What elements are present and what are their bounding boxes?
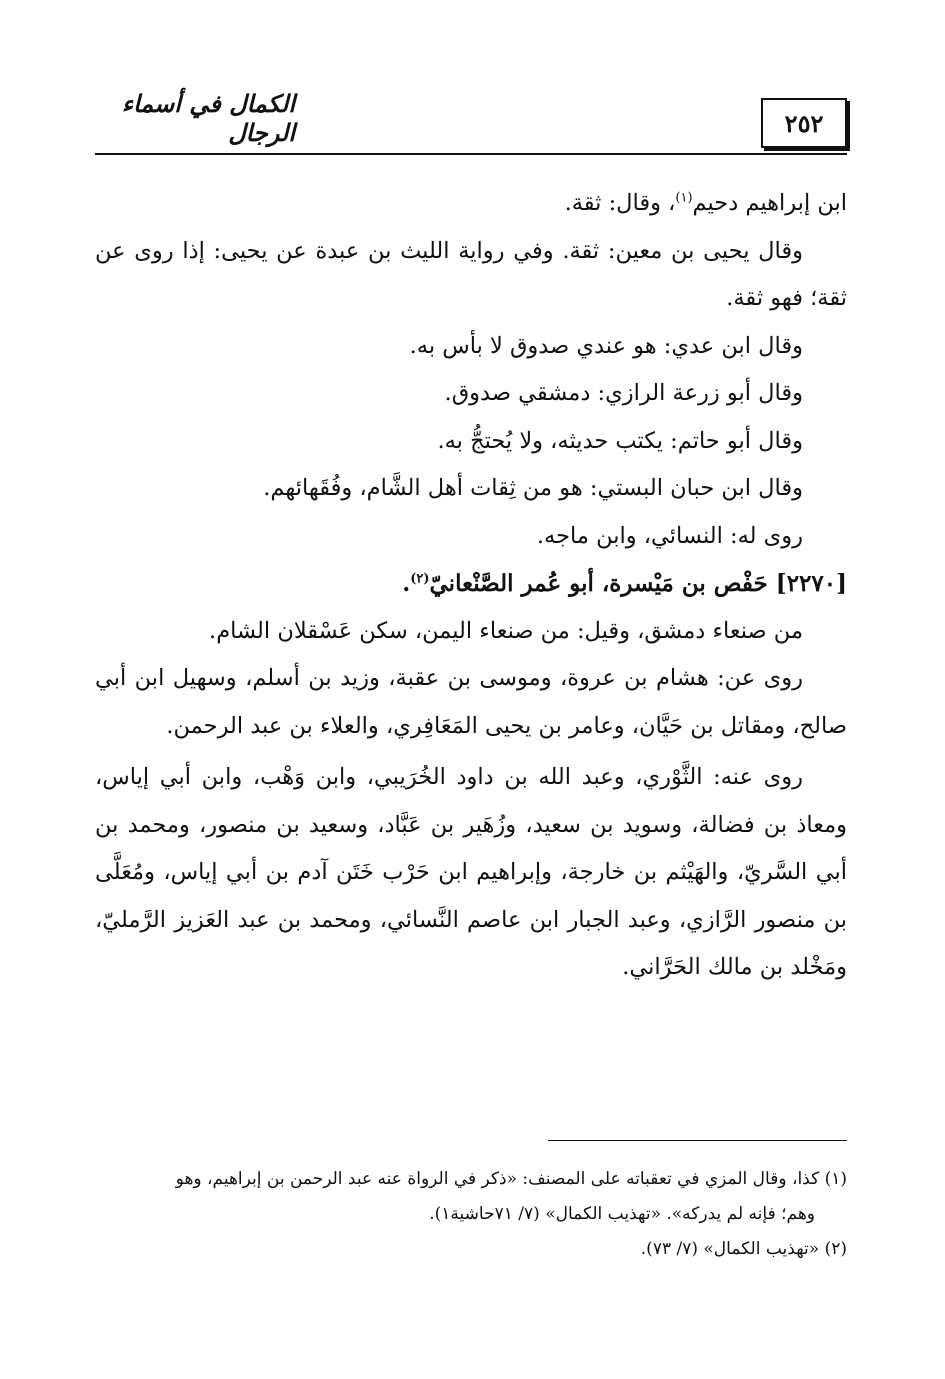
entry-name: حَفْص بن مَيْسرة، أبو عُمر الصَّنْعانيّ <box>429 570 768 597</box>
footnote-2: (٢) «تهذيب الكمال» (٧/ ٧٣). <box>640 1239 847 1259</box>
entry-number: [٢٢٧٠] <box>775 570 847 597</box>
footnote-marker: (١) <box>675 190 693 206</box>
main-text <box>95 180 847 992</box>
paragraph-ibn-hibban: وقال ابن حبان البستي: هو من ثِقات أهل الشَّام، وفُقَهائهم. <box>263 475 803 501</box>
paragraph-continuation <box>95 180 847 228</box>
paragraph-origin: من صنعاء دمشق، وقيل: من صنعاء اليمن، سكن عَسْقلان الشام. <box>209 617 803 644</box>
book-title: الكمال في أسماء الرجال <box>121 89 295 147</box>
page-number: ٢٥٢ <box>761 98 847 148</box>
paragraph-ibn-maeen: وقال يحيى بن معين: ثقة. وفي رواية الليث بن عبدة عن يحيى: إذا روى عن ثقة؛ فهو ثقة. <box>95 237 847 311</box>
paragraph-narrated-by: روى له: النسائي، وابن ماجه. <box>536 522 803 549</box>
paragraph-narrated-from: روى عن: هشام بن عروة، وموسى بن عقبة، وزيد بن أسلم، وسهيل ابن أبي صالح، ومقاتل بن حَيَّان، وعامر بن يحيى المَعَافِري، والعلاء بن عبد الرحمن. <box>95 665 847 739</box>
footnote-divider <box>548 1140 847 1141</box>
paragraph-ibn-adi: وقال ابن عدي: هو عندي صدوق لا بأس به. <box>409 332 803 359</box>
footnote-1: (١) كذا، وقال المزي في تعقباته على المصنف: «ذكر في الرواة عنه عبد الرحمن بن إبراهيم، وهو <box>175 1169 847 1189</box>
entry-heading: [٢٢٧٠] حَفْص بن مَيْسرة، أبو عُمر الصَّنْعانيّ$^{(٢)}$. <box>402 570 847 597</box>
footnotes <box>95 1162 847 1267</box>
page-header <box>95 88 847 158</box>
paragraph-text: ابن إبراهيم دحيم <box>692 190 847 216</box>
paragraph-text: ، وقال: ثقة. <box>564 190 676 216</box>
footnote-1-continuation: وهم؛ فإنه لم يدركه». «تهذيب الكمال» (٧/ ٧١حاشية١). <box>429 1204 815 1224</box>
footnote-marker: (٢) <box>410 571 430 587</box>
paragraph-abu-hatim: وقال أبو حاتم: يكتب حديثه، ولا يُحتجُّ به. <box>437 427 803 454</box>
paragraph-narrators: روى عنه: الثَّوْري، وعبد الله بن داود الخُرَيبي، وابن وَهْب، وابن أبي إياس، ومعاذ بن فضالة، وسويد بن سعيد، وزُهَير بن عَبَّاد، وسعيد بن منصور، ومحمد بن أبي السَّريّ، والهَيْثم بن خارجة، وإبراهيم ابن حَرْب خَتَن آدم بن أبي إياس، ومُعَلَّى بن منصور الرَّازي، وعبد الجبار ابن عاصم النَّسائي، ومحمد بن عبد العَزيز الرَّمليّ، ومَخْلد بن مالك الحَرَّاني. <box>95 764 847 980</box>
paragraph-abu-zura: وقال أبو زرعة الرازي: دمشقي صدوق. <box>444 380 803 406</box>
header-divider <box>95 153 847 155</box>
